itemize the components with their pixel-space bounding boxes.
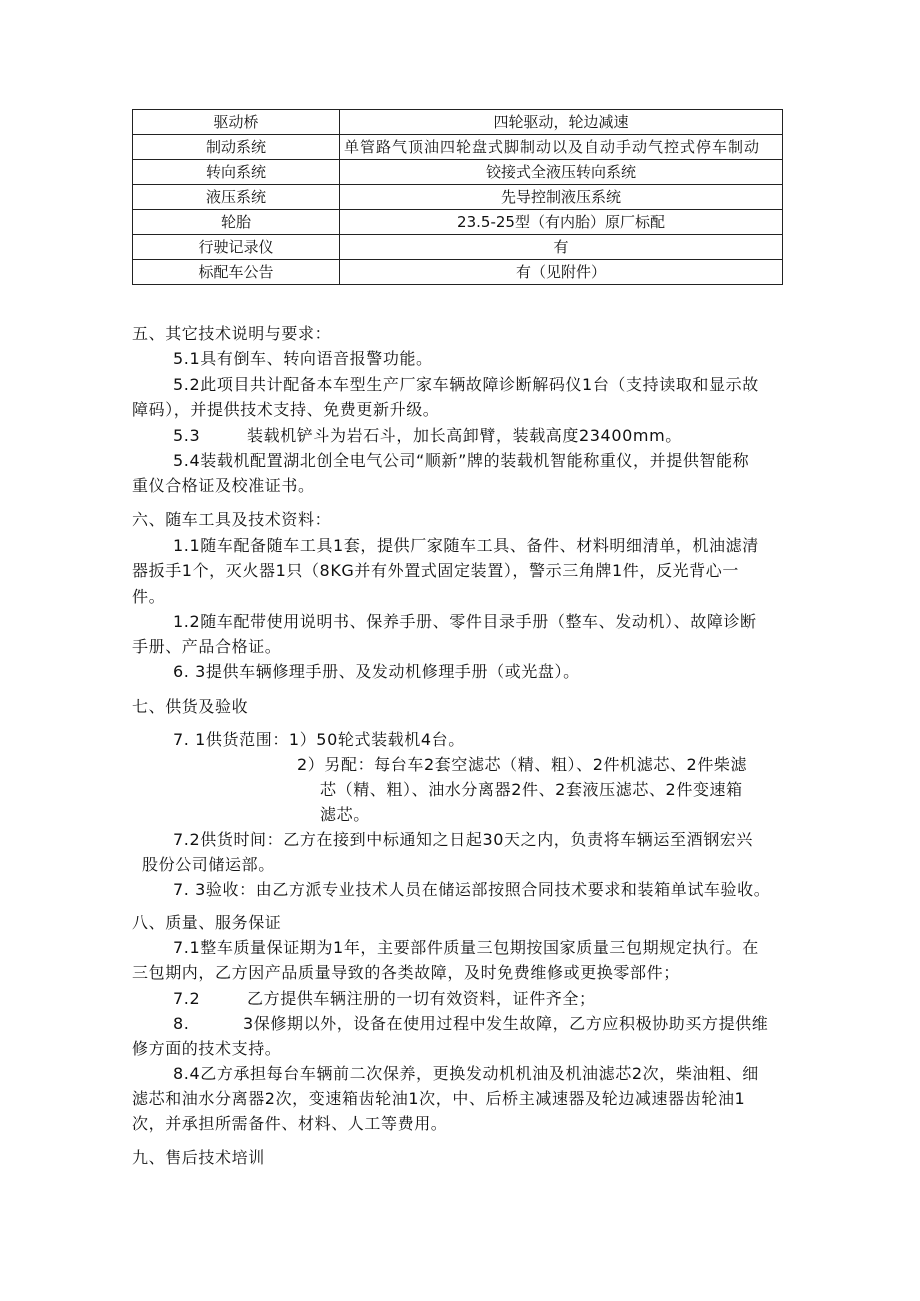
paragraph-line: 障码），并提供技术支持、免费更新升级。 — [132, 400, 440, 419]
spec-table — [132, 109, 783, 285]
table-row — [133, 235, 783, 260]
spec-key: 液压系统 — [133, 185, 340, 210]
paragraph-line: 7. 3验收：由乙方派专业技术人员在储运部按照合同技术要求和装箱单试车验收。 — [173, 880, 771, 899]
paragraph-line: 重仪合格证及校准证书。 — [132, 476, 315, 495]
table-row — [133, 135, 783, 160]
table-row — [133, 110, 783, 135]
paragraph-line: 5.1具有倒车、转向语音报警功能。 — [173, 349, 433, 368]
spec-key: 驱动桥 — [133, 110, 340, 135]
paragraph-line: 3保修期以外，设备在使用过程中发生故障，乙方应积极协助买方提供维 — [243, 1014, 769, 1033]
spec-value: 单管路气顶油四轮盘式脚制动以及自动手动气控式停车制动 — [340, 135, 783, 160]
paragraph-line: 手册、产品合格证。 — [132, 637, 282, 656]
spec-key: 制动系统 — [133, 135, 340, 160]
spec-key: 标配车公告 — [133, 260, 340, 285]
section-heading: 六、随车工具及技术资料： — [132, 510, 332, 529]
paragraph-line: 2）另配：每台车2套空滤芯（精、粗）、2件机滤芯、2件柴滤 — [297, 755, 748, 774]
paragraph-line: 股份公司储运部。 — [142, 855, 275, 874]
paragraph-line: 1.2随车配带使用说明书、保养手册、零件目录手册（整车、发动机）、故障诊断 — [173, 612, 757, 631]
spec-key: 行驶记录仪 — [133, 235, 340, 260]
paragraph-line: 7.2供货时间：乙方在接到中标通知之日起30天之内，负责将车辆运至酒钢宏兴 — [173, 830, 754, 849]
paragraph-line: 三包期内，乙方因产品质量导致的各类故障，及时免费维修或更换零部件； — [132, 963, 680, 982]
section-heading: 九、售后技术培训 — [132, 1148, 265, 1167]
section-heading: 七、供货及验收 — [132, 697, 249, 716]
spec-value: 先导控制液压系统 — [340, 185, 783, 210]
paragraph-number: 8. — [173, 1014, 190, 1033]
paragraph-line: 7.1整车质量保证期为1年，主要部件质量三包期按国家质量三包期规定执行。在 — [173, 938, 759, 957]
paragraph-line: 修方面的技术支持。 — [132, 1039, 282, 1058]
paragraph-line: 滤芯。 — [320, 805, 370, 824]
table-row — [133, 160, 783, 185]
paragraph-number: 5.3 — [173, 426, 201, 445]
paragraph-line: 1.1随车配备随车工具1套，提供厂家随车工具、备件、材料明细清单，机油滤清 — [173, 536, 759, 555]
paragraph-number: 7.2 — [173, 989, 201, 1008]
spec-value: 有（见附件） — [340, 260, 783, 285]
paragraph-line: 器扳手1个，灭火器1只（8KG并有外置式固定装置），警示三角牌1件，反光背心一 — [132, 561, 740, 580]
section-heading: 五、其它技术说明与要求： — [132, 324, 332, 343]
spec-key: 转向系统 — [133, 160, 340, 185]
paragraph-line: 5.4装载机配置湖北创全电气公司“顺新”牌的装载机智能称重仪，并提供智能称 — [173, 451, 750, 470]
paragraph-line: 5.2此项目共计配备本车型生产厂家车辆故障诊断解码仪1台（支持读取和显示故 — [173, 375, 759, 394]
spec-value: 有 — [340, 235, 783, 260]
table-row — [133, 185, 783, 210]
paragraph-line: 8.4乙方承担每台车辆前二次保养，更换发动机机油及机油滤芯2次，柴油粗、细 — [173, 1064, 759, 1083]
paragraph-line: 装载机铲斗为岩石斗，加长高卸臂，装载高度23400mm。 — [247, 426, 682, 445]
spec-value: 23.5-25型（有内胎）原厂标配 — [340, 210, 783, 235]
paragraph-line: 次，并承担所需备件、材料、人工等费用。 — [132, 1114, 448, 1133]
paragraph-line: 滤芯和油水分离器2次，变速箱齿轮油1次，中、后桥主减速器及轮边减速器齿轮油1 — [132, 1089, 746, 1108]
spec-value: 铰接式全液压转向系统 — [340, 160, 783, 185]
paragraph-line: 乙方提供车辆注册的一切有效资料，证件齐全； — [247, 989, 596, 1008]
paragraph-line: 件。 — [132, 587, 166, 606]
paragraph-line: 7. 1供货范围：1）50轮式装载机4台。 — [173, 730, 465, 749]
paragraph-line: 6. 3提供车辆修理手册、及发动机修理手册（或光盘）。 — [173, 662, 580, 681]
section-heading: 八、质量、服务保证 — [132, 913, 282, 932]
paragraph-line: 芯（精、粗）、油水分离器2件、2套液压滤芯、2件变速箱 — [320, 780, 743, 799]
spec-key: 轮胎 — [133, 210, 340, 235]
spec-value: 四轮驱动，轮边减速 — [340, 110, 783, 135]
table-row — [133, 210, 783, 235]
table-row — [133, 260, 783, 285]
